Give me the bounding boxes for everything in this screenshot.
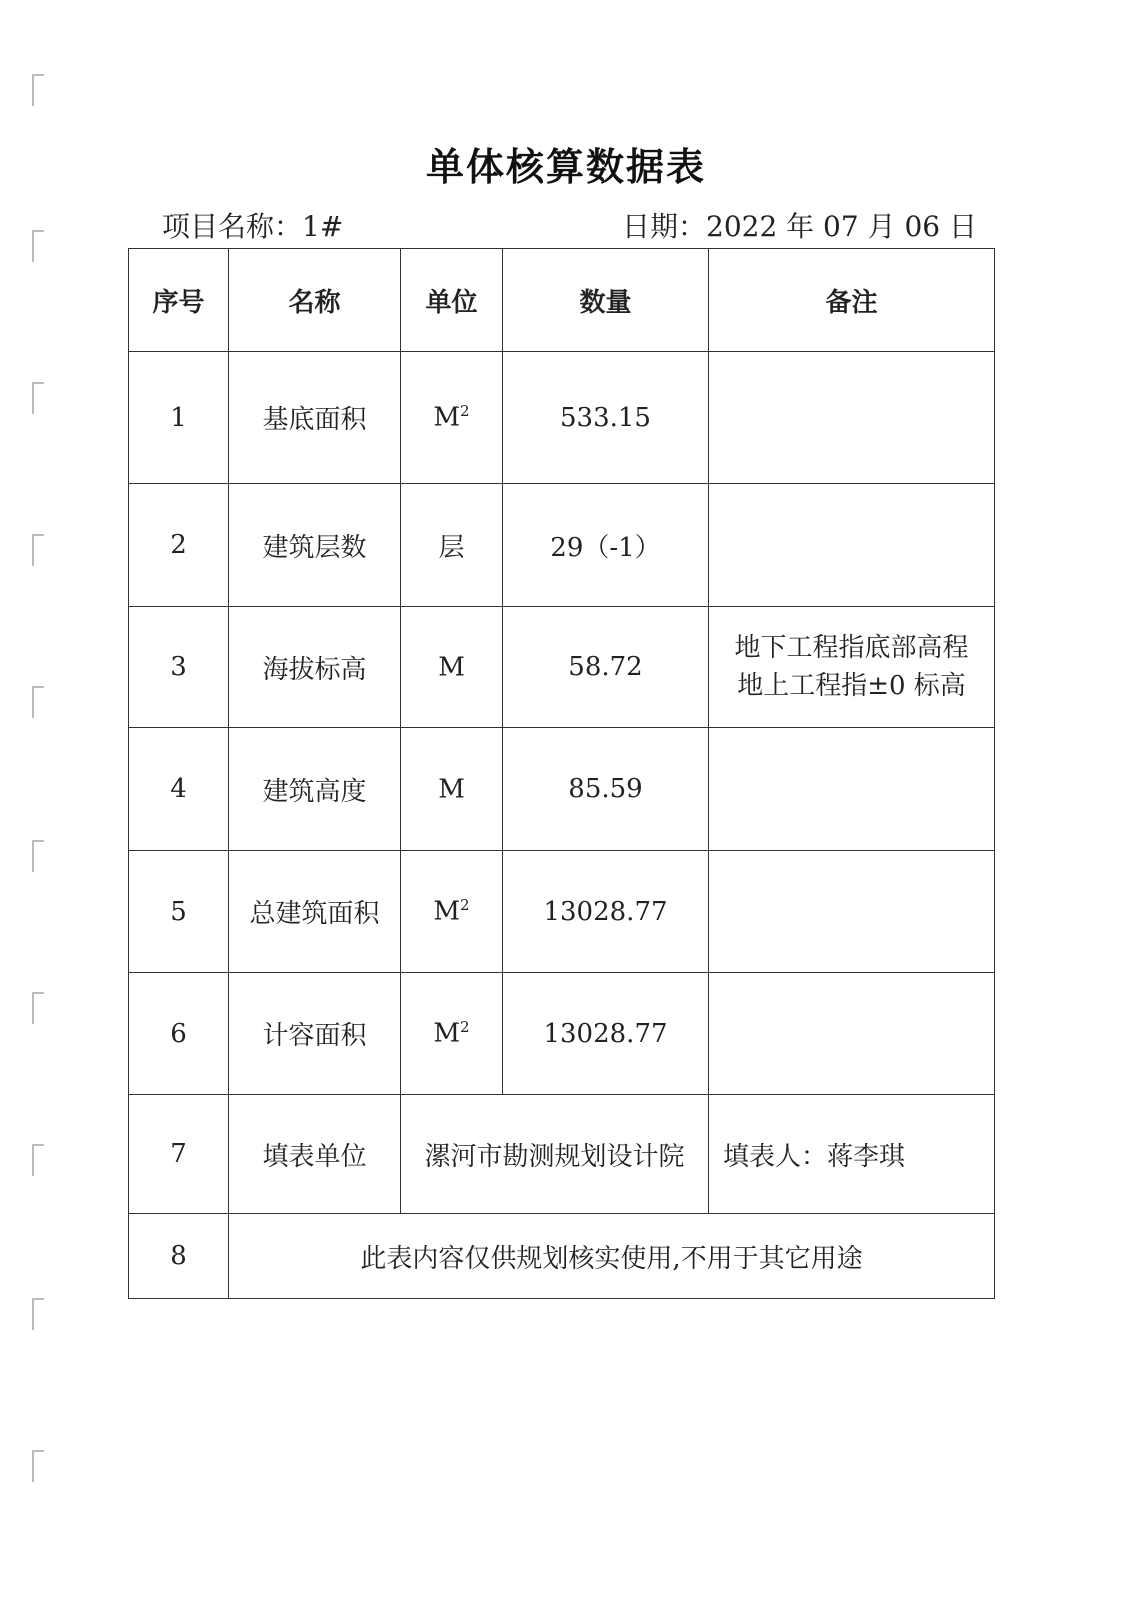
cell-unit — [401, 352, 503, 484]
cell-name: 总建筑面积 — [229, 851, 401, 973]
cell-quantity: 58.72 — [503, 607, 709, 728]
cell-name: 海拔标高 — [229, 607, 401, 728]
cell-seq: 2 — [129, 484, 229, 607]
cell-quantity: 13028.77 — [503, 851, 709, 973]
table-row — [129, 484, 995, 607]
scan-edge-mark — [32, 1450, 44, 1482]
cell-remark — [709, 728, 995, 851]
cell-quantity: 85.59 — [503, 728, 709, 851]
cell-seq: 4 — [129, 728, 229, 851]
cell-statement: 此表内容仅供规划核实使用,不用于其它用途 — [229, 1214, 995, 1299]
cell-unit — [401, 973, 503, 1095]
cell-quantity: 29（-1） — [503, 484, 709, 607]
scan-edge-mark — [32, 840, 44, 872]
table-row — [129, 352, 995, 484]
project-name: 项目名称：1# — [162, 210, 344, 243]
cell-unit — [401, 728, 503, 851]
unit-superscript: 2 — [460, 402, 470, 421]
cell-unit — [401, 484, 503, 607]
header-seq: 序号 — [129, 249, 229, 352]
table-header-row — [129, 249, 995, 352]
header-quantity: 数量 — [503, 249, 709, 352]
unit-text: M — [433, 402, 461, 433]
table-row — [129, 607, 995, 728]
cell-filler: 填表人：蒋李琪 — [709, 1095, 995, 1214]
cell-remark — [709, 973, 995, 1095]
scan-edge-mark — [32, 74, 44, 106]
cell-quantity: 533.15 — [503, 352, 709, 484]
header-unit: 单位 — [401, 249, 503, 352]
scan-edge-mark — [32, 1144, 44, 1176]
header-remark: 备注 — [709, 249, 995, 352]
unit-text: M — [438, 652, 465, 683]
scan-edge-mark — [32, 686, 44, 718]
cell-unit — [401, 851, 503, 973]
table-row-statement — [129, 1214, 995, 1299]
cell-seq: 7 — [129, 1095, 229, 1214]
unit-superscript: 2 — [460, 896, 470, 915]
cell-seq: 8 — [129, 1214, 229, 1299]
data-table — [128, 248, 995, 1299]
header-name: 名称 — [229, 249, 401, 352]
cell-remark — [709, 352, 995, 484]
scan-edge-mark — [32, 992, 44, 1024]
cell-remark — [709, 607, 995, 728]
table-row — [129, 728, 995, 851]
unit-text: 层 — [438, 532, 465, 563]
cell-remark — [709, 484, 995, 607]
table-row — [129, 973, 995, 1095]
scan-edge-mark — [32, 230, 44, 262]
document-title: 单体核算数据表 — [425, 145, 706, 189]
document-date: 日期：2022 年 07 月 06 日 — [622, 210, 978, 243]
cell-name: 建筑高度 — [229, 728, 401, 851]
remark-line-underground: 地下工程指底部高程 — [734, 633, 969, 663]
cell-seq: 3 — [129, 607, 229, 728]
cell-name: 建筑层数 — [229, 484, 401, 607]
cell-unit — [401, 607, 503, 728]
scan-edge-mark — [32, 1298, 44, 1330]
table-row-filler — [129, 1095, 995, 1214]
cell-name: 基底面积 — [229, 352, 401, 484]
cell-seq: 6 — [129, 973, 229, 1095]
scan-edge-mark — [32, 382, 44, 414]
cell-organization: 漯河市勘测规划设计院 — [401, 1095, 709, 1214]
cell-name: 计容面积 — [229, 973, 401, 1095]
cell-name: 填表单位 — [229, 1095, 401, 1214]
cell-seq: 5 — [129, 851, 229, 973]
cell-quantity: 13028.77 — [503, 973, 709, 1095]
cell-remark — [709, 851, 995, 973]
remark-line-aboveground: 地上工程指±0 标高 — [737, 671, 966, 701]
unit-superscript: 2 — [460, 1018, 470, 1037]
unit-text: M — [433, 896, 461, 927]
scan-edge-mark — [32, 534, 44, 566]
unit-text: M — [433, 1018, 461, 1049]
unit-text: M — [438, 774, 465, 805]
table-row — [129, 851, 995, 973]
cell-seq: 1 — [129, 352, 229, 484]
